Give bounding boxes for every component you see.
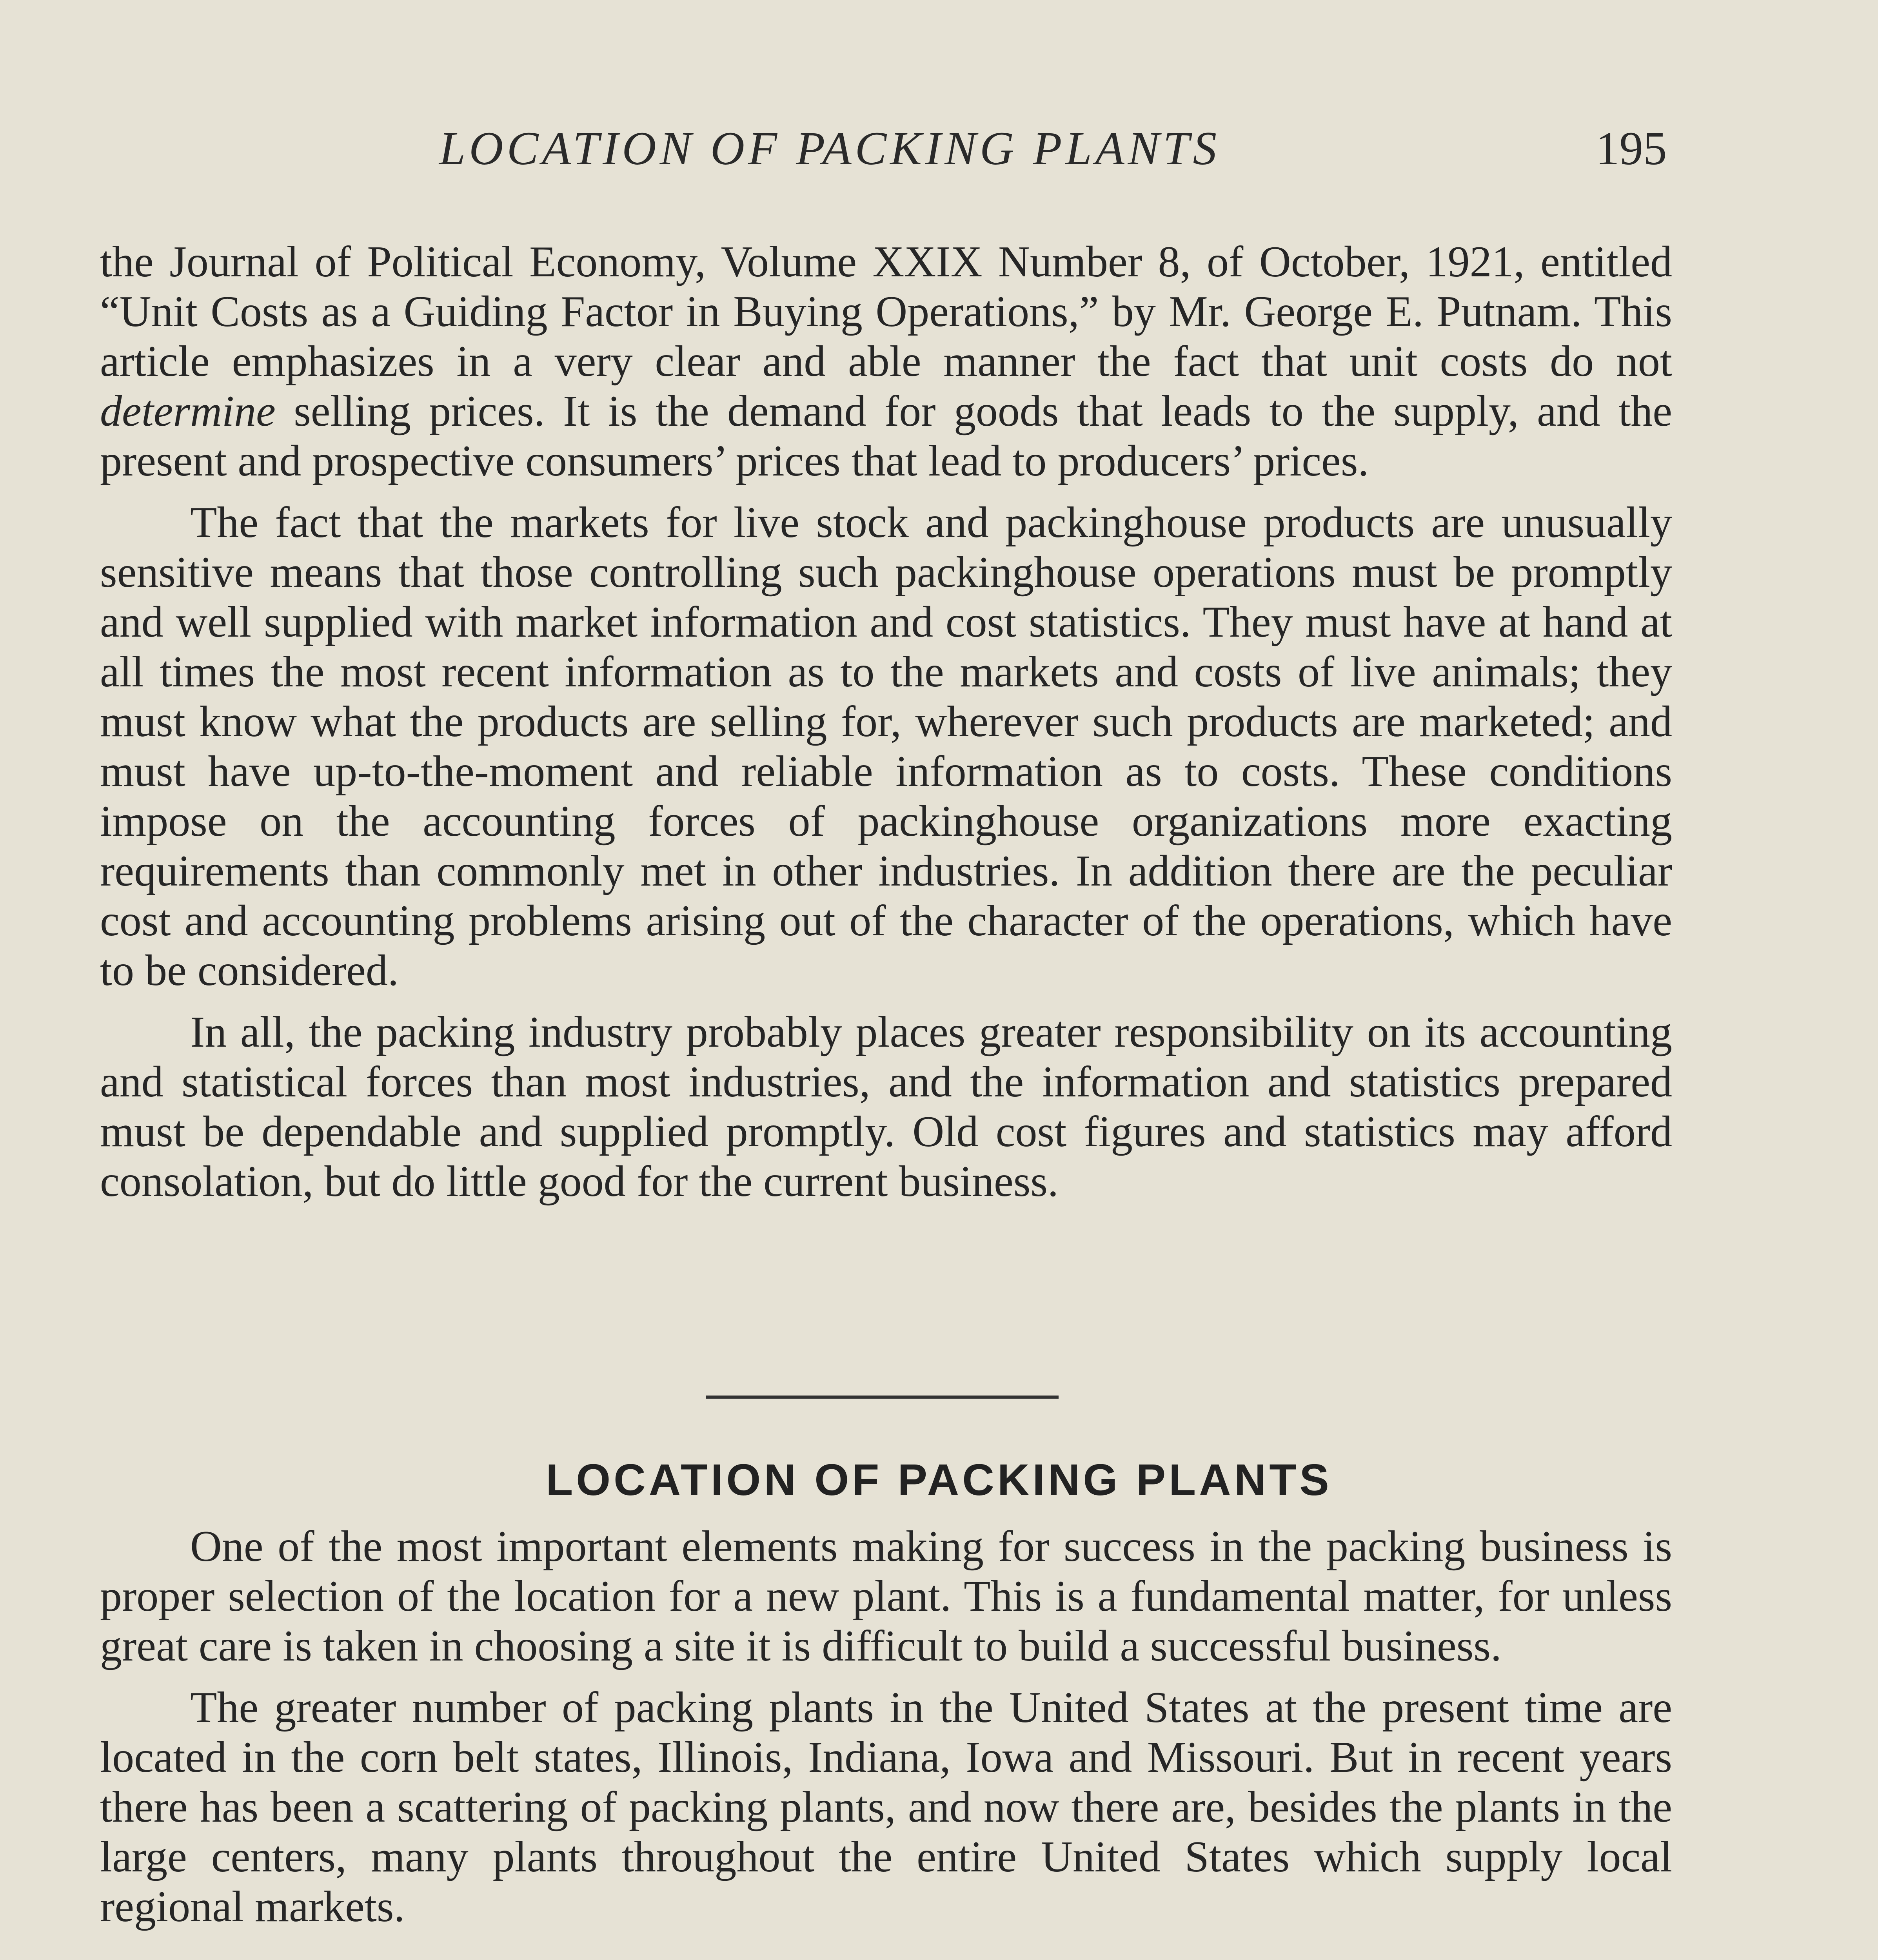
intro-text [100, 237, 1672, 1207]
paragraph-site-selection: One of the most important elements making for success in the packing business is proper selection of the location for a new plant. This is a fundamental matter, for unless great care is taken in choosing a site it is difficult to build a successful business. [100, 1522, 1672, 1670]
running-title: LOCATION OF PACKING PLANTS [439, 122, 1221, 175]
emphasized-word: determine [100, 387, 276, 436]
section-heading: LOCATION OF PACKING PLANTS [546, 1455, 1332, 1504]
section-divider [706, 1396, 1059, 1399]
paragraph-text-part: selling prices. It is the demand for goods that leads to the supply, and the present and prospective consumers’ prices that lead to producers’ prices. [100, 387, 1672, 485]
paragraph-text-part: the Journal of Political Economy, Volume XXIX Number 8, of October, 1921, entitled “Unit Costs as a Guiding Factor in Buying Operations,” by Mr. George E. Putnam. This article emphasizes in a very clear and able manner the fact that unit costs do not [100, 238, 1672, 386]
paragraph-responsibility: In all, the packing industry probably places greater responsibility on its accounting and statistical forces than most industries, and the information and statistics prepared must be dependable and supplied promptly. Old cost figures and statistics may afford consolation, but do little good for the current business. [100, 1008, 1672, 1206]
page-number: 195 [1596, 122, 1667, 175]
paragraph-journal-reference [100, 237, 1672, 486]
section-text [100, 1522, 1672, 1960]
paragraph-market-sensitivity: The fact that the markets for live stock and packinghouse products are unusually sensitive means that those controlling such packinghouse operations must be promptly and well supplied with market information and cost statistics. They must have at hand at all times the most recent information as to the markets and costs of live animals; they must know what the products are selling for, wherever such products are marketed; and must have up-to-the-moment and reliable information as to costs. These conditions impose on the accounting forces of packinghouse organizations more exacting requirements than commonly met in other industries. In addition there are the peculiar cost and accounting problems arising out of the character of the operations, which have to be considered. [100, 498, 1672, 995]
paragraph-corn-belt: The greater number of packing plants in the United States at the present time are located in the corn belt states, Illinois, Indiana, Iowa and Missouri. But in recent years there has been a scattering of packing plants, and now there are, besides the plants in the large centers, many plants throughout the entire United States which supply local regional markets. [100, 1683, 1672, 1931]
